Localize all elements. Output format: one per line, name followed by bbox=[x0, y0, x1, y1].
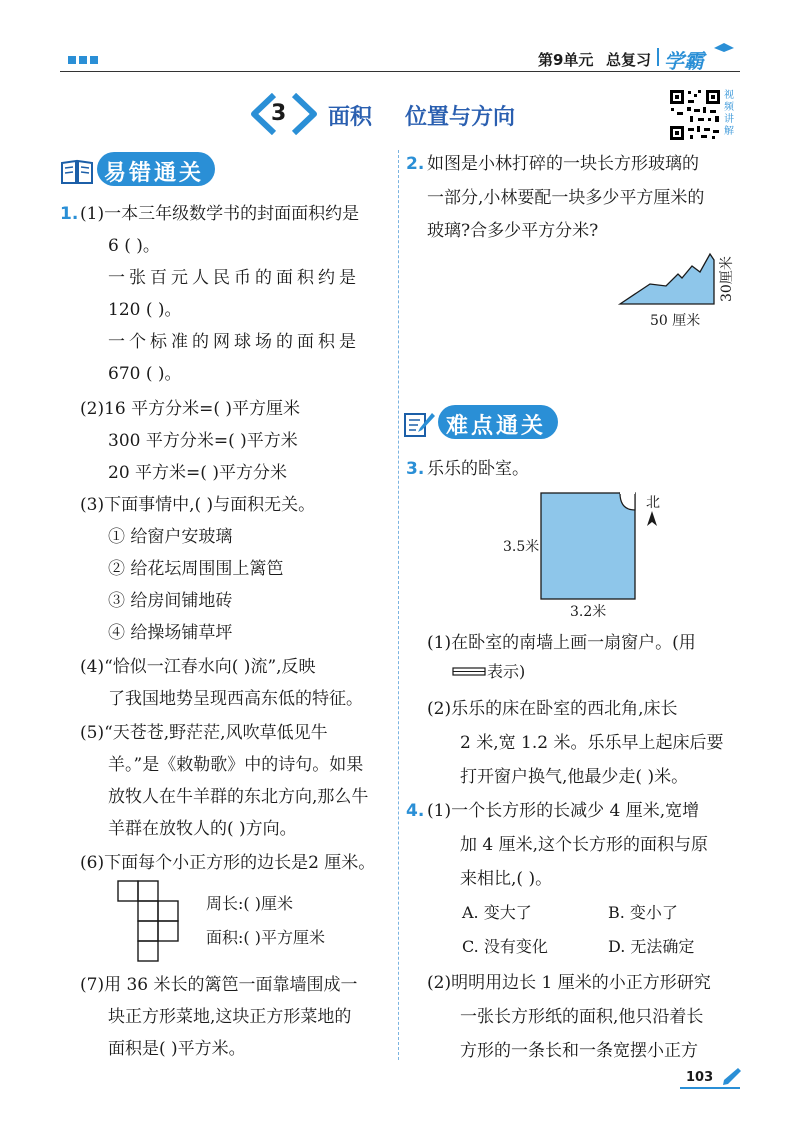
header-section: 总复习 bbox=[606, 51, 652, 69]
q1-p2-line3: 20 平方米=( )平方分米 bbox=[108, 463, 287, 483]
q1-p6-perimeter: 周长:( )厘米 bbox=[206, 894, 293, 913]
q2-line3: 玻璃?合多少平方分米? bbox=[427, 221, 599, 241]
qr-label: 视频讲解 bbox=[724, 90, 734, 137]
q1-number: 1. bbox=[60, 204, 79, 224]
q3-bedroom-plan bbox=[540, 492, 636, 600]
q1-p1-line1: (1)一本三年级数学书的封面面积约是 bbox=[80, 204, 360, 224]
q2-broken-glass-figure bbox=[616, 246, 720, 310]
footer-rule bbox=[680, 1087, 740, 1089]
q1-p6-line1: (6)下面每个小正方形的边长是2 厘米。 bbox=[80, 853, 376, 873]
q3-p1-line2: 表示) bbox=[487, 662, 526, 681]
window-symbol-icon bbox=[452, 667, 486, 676]
q2-line1: 如图是小林打碎的一块长方形玻璃的 bbox=[427, 154, 699, 174]
header-unit: 第9单元 bbox=[538, 51, 594, 69]
pencil-note-icon bbox=[402, 410, 436, 438]
page-number: 103 bbox=[686, 1070, 714, 1085]
q2-width-label: 50 厘米 bbox=[650, 313, 701, 329]
book-icon bbox=[60, 157, 96, 185]
q4-p1-line1: (1)一个长方形的长减少 4 厘米,宽增 bbox=[427, 801, 700, 821]
q1-p4-line2: 了我国地势呈现西高东低的特征。 bbox=[108, 689, 363, 709]
north-arrow-icon bbox=[645, 510, 659, 528]
q4-p2-line2: 一张长方形纸的面积,他只沿着长 bbox=[460, 1007, 704, 1027]
q4-p2-line3: 方形的一条长和一条宽摆小正方 bbox=[460, 1041, 698, 1061]
qr-code[interactable] bbox=[668, 88, 722, 142]
q1-p7-line2: 块正方形菜地,这块正方形菜地的 bbox=[108, 1007, 352, 1027]
q4-p2-line1: (2)明明用边长 1 厘米的小正方形研究 bbox=[427, 973, 711, 993]
q1-p4-line1: (4)“恰似一江春水向( )流”,反映 bbox=[80, 657, 316, 677]
q3-number: 3. bbox=[406, 459, 425, 479]
q2-number: 2. bbox=[406, 154, 425, 174]
q3-p2-line2: 2 米,宽 1.2 米。乐乐早上起床后要 bbox=[460, 733, 724, 753]
q1-p1-line2: 6 ( )。 bbox=[108, 236, 160, 256]
section-title-text: 易错通关 bbox=[104, 161, 205, 186]
q3-width-label: 3.2米 bbox=[570, 604, 607, 620]
q3-line1: 乐乐的卧室。 bbox=[427, 459, 529, 479]
q4-option-c: C. 没有变化 bbox=[462, 937, 548, 956]
q3-p1-line1: (1)在卧室的南墙上画一扇窗户。(用 bbox=[427, 633, 696, 653]
q1-p3-line1: (3)下面事情中,( )与面积无关。 bbox=[80, 495, 316, 515]
brand-cap-icon bbox=[712, 40, 734, 56]
q1-p6-area: 面积:( )平方厘米 bbox=[206, 928, 325, 947]
q2-height-label: 30厘米 bbox=[719, 256, 735, 302]
q1-p1-line3: 一张百元人民币的面积约是 bbox=[108, 268, 360, 288]
header-bar-decoration bbox=[68, 56, 98, 64]
q1-p3-option3: ③ 给房间铺地砖 bbox=[108, 591, 233, 611]
q3-north-label: 北 bbox=[646, 495, 660, 511]
title-number: 3 bbox=[271, 101, 287, 126]
title-chevron-right-icon bbox=[290, 93, 320, 135]
q1-p2-line2: 300 平方分米=( )平方米 bbox=[108, 431, 298, 451]
q1-p3-option4: ④ 给操场铺草坪 bbox=[108, 623, 233, 643]
q4-option-a: A. 变大了 bbox=[462, 903, 532, 922]
q1-p5-line1: (5)“天苍苍,野茫茫,风吹草低见牛 bbox=[80, 723, 328, 743]
q1-p2-line1: (2)16 平方分米=( )平方厘米 bbox=[80, 399, 301, 419]
q1-p7-line3: 面积是( )平方米。 bbox=[108, 1039, 246, 1059]
q1-p5-line4: 羊群在放牧人的( )方向。 bbox=[108, 819, 297, 839]
q3-p2-line3: 打开窗户换气,他最少走( )米。 bbox=[460, 767, 689, 787]
q1-p5-line2: 羊。”是《敕勒歌》中的诗句。如果 bbox=[108, 755, 364, 775]
q1-p1-line4: 120 ( )。 bbox=[108, 300, 182, 320]
section-title-text-2: 难点通关 bbox=[446, 414, 547, 439]
q1-p1-line5: 一个标准的网球场的面积是 bbox=[108, 332, 360, 352]
header-rule bbox=[60, 71, 740, 72]
q4-number: 4. bbox=[406, 801, 425, 821]
q1-p3-option1: ① 给窗户安玻璃 bbox=[108, 527, 233, 547]
q2-line2: 一部分,小林要配一块多少平方厘米的 bbox=[427, 188, 705, 208]
page-title-area: 面积 bbox=[328, 105, 373, 130]
pencil-icon bbox=[720, 1066, 742, 1086]
brand-logo: 学霸 bbox=[664, 49, 704, 73]
q3-p2-line1: (2)乐乐的床在卧室的西北角,床长 bbox=[427, 699, 678, 719]
page-title-position: 位置与方向 bbox=[405, 105, 516, 130]
q1-p3-option2: ② 给花坛周围围上篱笆 bbox=[108, 559, 284, 579]
q1-p7-line1: (7)用 36 米长的篱笆一面靠墙围成一 bbox=[80, 975, 358, 995]
q3-height-label: 3.5米 bbox=[503, 539, 540, 555]
q4-option-b: B. 变小了 bbox=[608, 903, 678, 922]
q4-p1-line2: 加 4 厘米,这个长方形的面积与原 bbox=[460, 835, 709, 855]
q1-p1-line6: 670 ( )。 bbox=[108, 364, 182, 384]
q1-p6-square-figure bbox=[117, 880, 201, 964]
column-divider bbox=[398, 150, 399, 1060]
header-divider bbox=[657, 48, 659, 66]
q4-option-d: D. 无法确定 bbox=[608, 937, 695, 956]
q1-p5-line3: 放牧人在牛羊群的东北方向,那么牛 bbox=[108, 787, 369, 807]
q4-p1-line3: 来相比,( )。 bbox=[460, 869, 553, 889]
